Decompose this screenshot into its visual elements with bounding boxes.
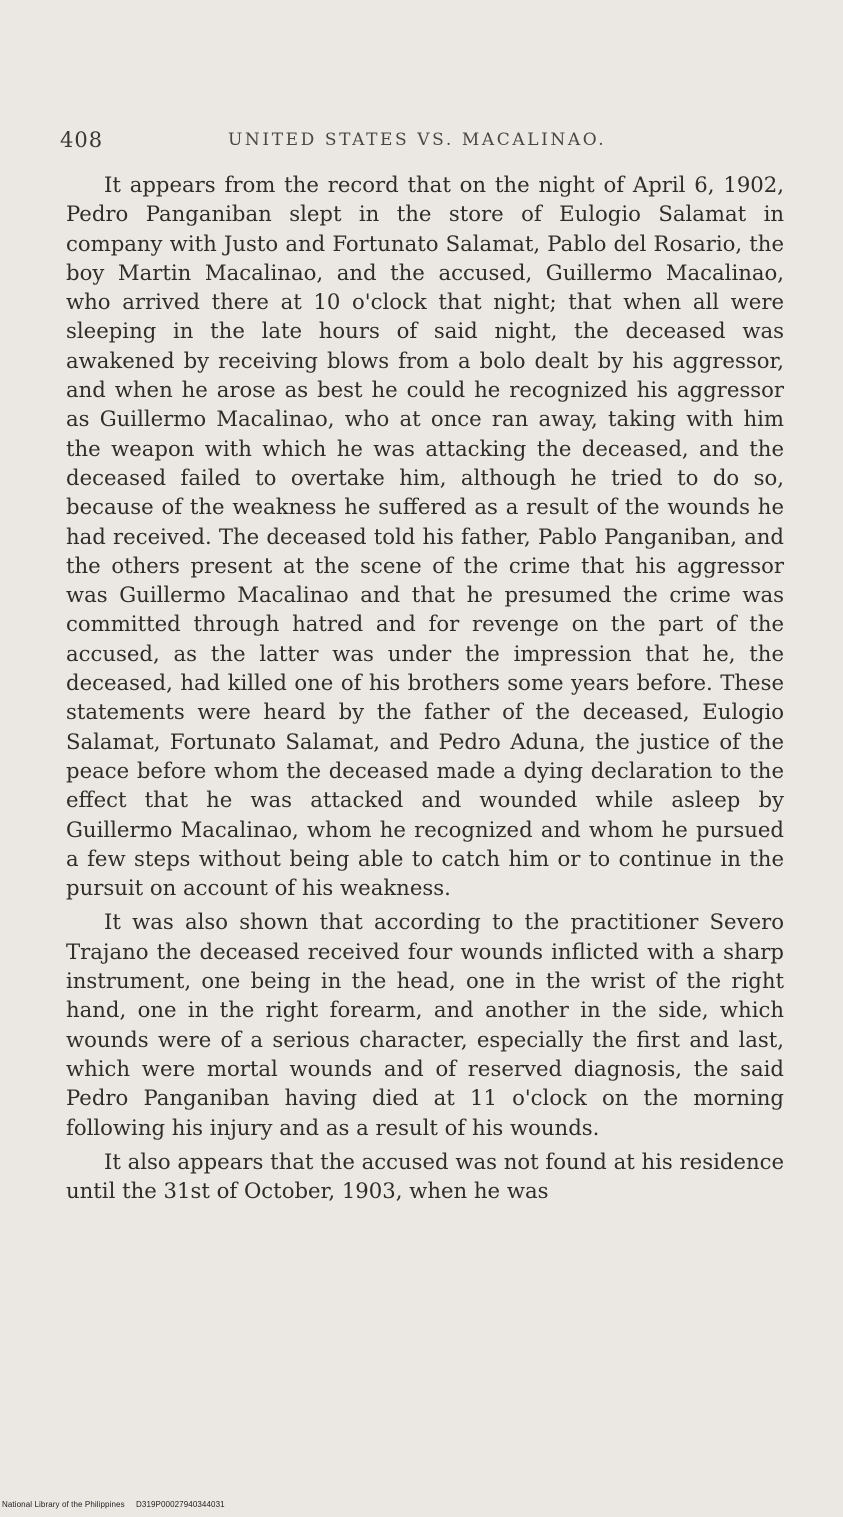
body-text (66, 170, 784, 1210)
scan-code: D319P00027940344031 (136, 1500, 225, 1509)
running-head: UNITED STATES VS. MACALINAO. (228, 130, 607, 150)
paragraph: It was also shown that according to the practitioner Severo Trajano the deceased received four wounds inflicted with a sharp instrument, one being in the head, one in the wrist of the right hand, one in the right forearm, and another in the side, which wounds were of a serious character, especially the first and last, which were mortal wounds and of reserved diagnosis, the said Pedro Panganiban having died at 11 o'clock on the morning following his injury and as a result of his wounds. (66, 909, 784, 1140)
paragraph: It also appears that the accused was not found at his residence until the 31st of October, 1903, when he was (66, 1148, 784, 1204)
page-header (60, 128, 783, 160)
scan-footer (2, 1500, 234, 1509)
library-name: National Library of the Philippines (2, 1500, 125, 1509)
page-number: 408 (60, 128, 104, 152)
paragraph: It appears from the record that on the night of April 6, 1902, Pedro Panganiban slept in the store of Eulogio Salamat in company with Justo and Fortunato Salamat, Pablo del Rosario, the boy Martin Macalinao, and the accused, Guillermo Macalinao, who arrived there at 10 o'clock that night; that when all were sleeping in the late hours of said night, the deceased was awakened by receiving blows from a bolo dealt by his aggressor, and when he arose as best he could he recognized his aggressor as Guillermo Macalinao, who at once ran away, taking with him the weapon with which he was attacking the deceased, and the deceased failed to overtake him, although he tried to do so, because of the weakness he suffered as a result of the wounds he had received. The deceased told his father, Pablo Panganiban, and the others present at the scene of the crime that his aggressor was Guillermo Macalinao and that he presumed the crime was committed through hatred and for revenge on the part of the accused, as the latter was under the impression that he, the deceased, had killed one of his brothers some years before. These statements were heard by the father of the deceased, Eulogio Salamat, Fortunato Salamat, and Pedro Aduna, the justice of the peace before whom the deceased made a dying declaration to the effect that he was attacked and wounded while asleep by Guillermo Macalinao, whom he recognized and whom he pursued a few steps without being able to catch him or to continue in the pursuit on account of his weakness. (66, 172, 784, 901)
